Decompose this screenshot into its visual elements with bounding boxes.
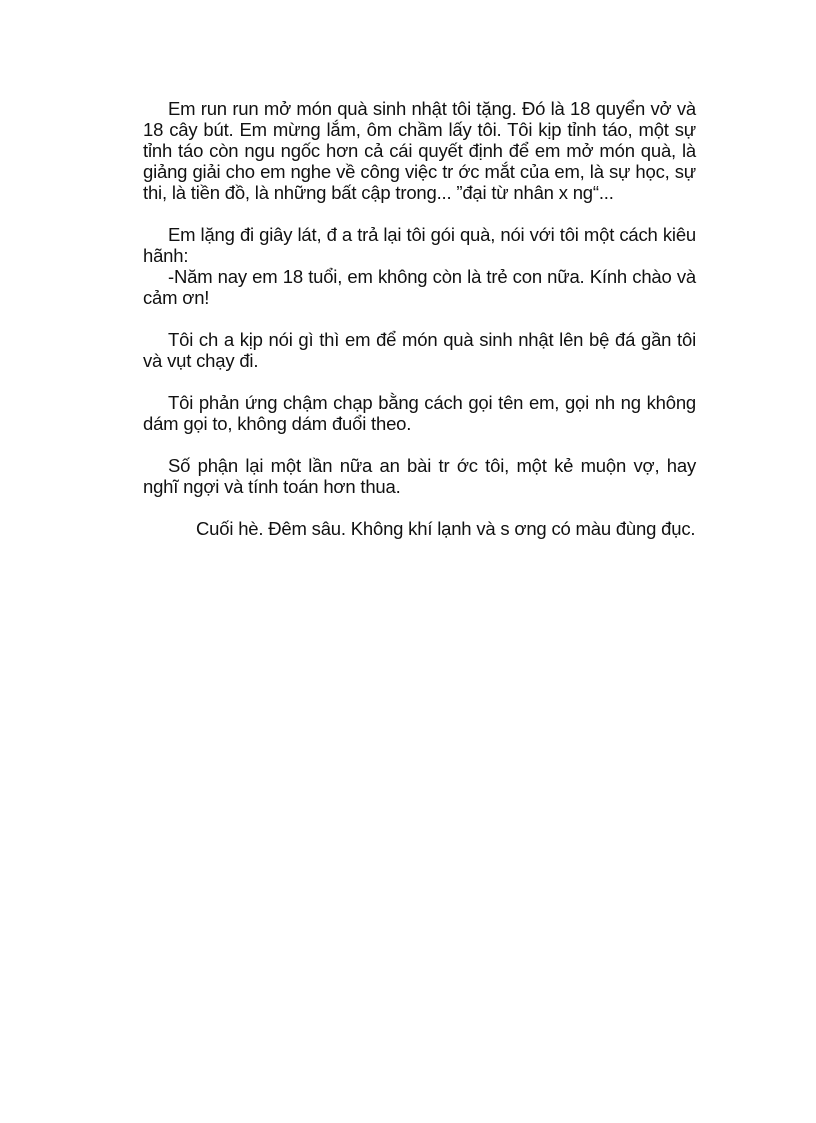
paragraph-2: Em lặng đi giây lát, đ a trả lại tôi gói quà, nói với tôi một cách kiêu hãnh: <box>143 224 696 266</box>
paragraph-4: Tôi ch a kịp nói gì thì em để món quà sinh nhật lên bệ đá gần tôi và vụt chạy đi. <box>143 329 696 371</box>
paragraph-1: Em run run mở món quà sinh nhật tôi tặng. Đó là 18 quyển vở và 18 cây bút. Em mừng lắm, ôm chầm lấy tôi. Tôi kịp tỉnh táo, một sự tỉnh táo còn ngu ngốc hơn cả cái quyết định để em mở món quà, là giảng giải cho em nghe về công việc tr ớc mắt của em, là sự học, sự thi, là tiền đồ, là những bất cập trong... ”đại từ nhân x ng“... <box>143 98 696 203</box>
paragraph-3: -Năm nay em 18 tuổi, em không còn là trẻ con nữa. Kính chào và cảm ơn! <box>143 266 696 308</box>
paragraph-5: Tôi phản ứng chậm chạp bằng cách gọi tên em, gọi nh ng không dám gọi to, không dám đuổi theo. <box>143 392 696 434</box>
paragraph-6: Số phận lại một lần nữa an bài tr ớc tôi, một kẻ muộn vợ, hay nghĩ ngợi và tính toán hơn thua. <box>143 455 696 497</box>
body-text <box>143 98 696 560</box>
paragraph-7: Cuối hè. Đêm sâu. Không khí lạnh và s ơng có màu đùng đục. <box>196 518 696 539</box>
